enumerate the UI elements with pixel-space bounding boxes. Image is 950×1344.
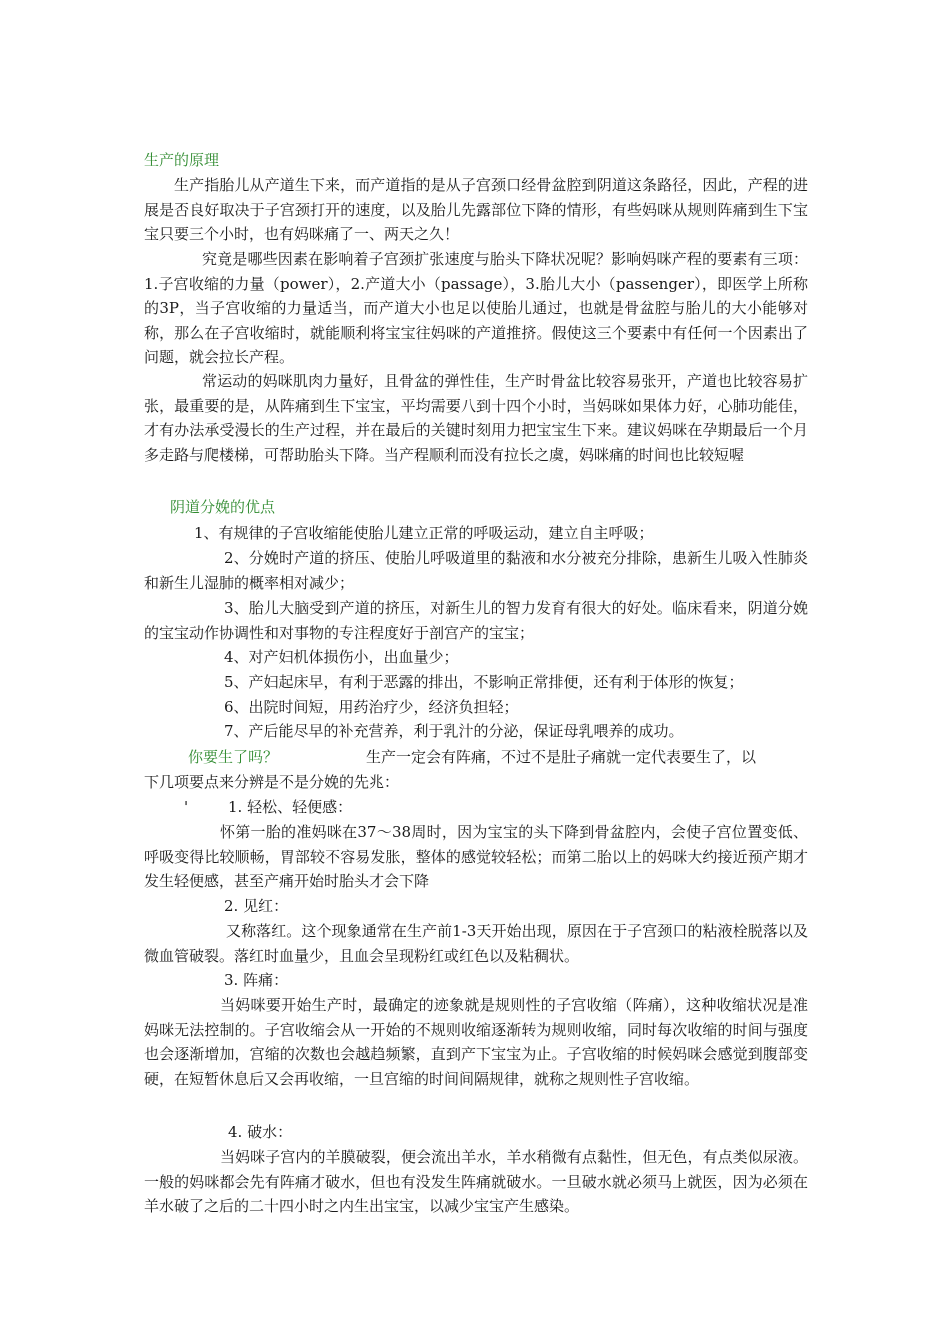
section-title-line xyxy=(144,745,808,770)
section-title-labor-signs: 你要生了吗？ xyxy=(188,748,279,766)
stray-mark: ' xyxy=(184,798,189,816)
section-title-principle: 生产的原理 xyxy=(144,151,220,169)
sign-paragraph-1: 怀第一胎的准妈咪在37～38周时，因为宝宝的头下降到骨盆腔内，会使子宫位置变低、呼吸变得比较顺畅，胃部较不容易发胀，整体的感觉较轻松；而第二胎以上的妈咪大约接近预产期才发生轻便感，甚至产痛开始时胎头才会下降 xyxy=(144,823,808,890)
sign-paragraph-2: 又称落红。这个现象通常在生产前1-3天开始出现，原因在于子宫颈口的粘液栓脱落以及微血管破裂。落红时血量少，且血会呈现粉红或红色以及粘稠状。 xyxy=(144,922,808,965)
advantage-item-6: 6、出院时间短，用药治疗少，经济负担轻； xyxy=(224,698,519,716)
advantage-item-1: 1、有规律的子宫收缩能使胎儿建立正常的呼吸运动，建立自主呼吸； xyxy=(194,524,654,542)
paragraph-principle-3: 常运动的妈咪肌肉力量好，且骨盆的弹性佳，生产时骨盆比较容易张开，产道也比较容易扩张，最重要的是，从阵痛到生下宝宝，平均需要八到十四个小时，当妈咪如果体力好，心肺功能佳，才有办法承受漫长的生产过程，并在最后的关键时刻用力把宝宝生下来。建议妈咪在孕期最后一个月多走路与爬楼梯，可帮助胎头下降。当产程顺利而没有拉长之虞，妈咪痛的时间也比较短喔 xyxy=(144,372,808,464)
paragraph-principle-1: 生产指胎儿从产道生下来，而产道指的是从子宫颈口经骨盆腔到阴道这条路径，因此，产程的进展是否良好取决于子宫颈打开的速度，以及胎儿先露部位下降的情形，有些妈咪从规则阵痛到生下宝宝只要三个小时，也有妈咪痛了一、两天之久！ xyxy=(144,176,808,243)
sign-heading-3: 3. 阵痛： xyxy=(224,971,289,989)
labor-signs-intro-b: 下几项要点来分辨是不是分娩的先兆： xyxy=(144,773,400,791)
advantage-item-4: 4、对产妇机体损伤小，出血量少； xyxy=(224,648,459,666)
sign-heading-1: 1. 轻松、轻便感： xyxy=(228,798,353,816)
sign-heading-1-line xyxy=(144,795,808,820)
sign-paragraph-3: 当妈咪要开始生产时，最确定的迹象就是规则性的子宫收缩（阵痛），这种收缩状况是准妈咪无法控制的。子宫收缩会从一开始的不规则收缩逐渐转为规则收缩，同时每次收缩的时间与强度也会逐渐增加，宫缩的次数也会越趋频繁，直到产下宝宝为止。子宫收缩的时候妈咪会感觉到腹部变硬，在短暂休息后又会再收缩，一旦宫缩的时间间隔规律，就称之规则性子宫收缩。 xyxy=(144,996,808,1088)
advantage-item-5: 5、产妇起床早，有利于恶露的排出，不影响正常排便，还有利于体形的恢复； xyxy=(224,673,744,691)
advantage-item-2: 2、分娩时产道的挤压、使胎儿呼吸道里的黏液和水分被充分排除，患新生儿吸入性肺炎和新生儿湿肺的概率相对减少； xyxy=(144,549,808,592)
sign-heading-4: 4. 破水： xyxy=(228,1123,293,1141)
advantage-item-3: 3、胎儿大脑受到产道的挤压，对新生儿的智力发育有很大的好处。临床看来，阴道分娩的宝宝动作协调性和对事物的专注程度好于剖宫产的宝宝； xyxy=(144,599,808,642)
sign-paragraph-4: 当妈咪子宫内的羊膜破裂，便会流出羊水，羊水稍微有点黏性，但无色，有点类似尿液。一般的妈咪都会先有阵痛才破水，但也有没发生阵痛就破水。一旦破水就必须马上就医，因为必须在羊水破了之后的二十四小时之内生出宝宝，以减少宝宝产生感染。 xyxy=(144,1148,808,1215)
advantage-item-7: 7、产后能尽早的补充营养，利于乳汁的分泌，保证母乳喂养的成功。 xyxy=(224,722,684,740)
sign-heading-2: 2. 见红： xyxy=(224,897,289,915)
labor-signs-intro-a: 生产一定会有阵痛，不过不是肚子痛就一定代表要生了，以 xyxy=(366,748,757,766)
section-title-advantages: 阴道分娩的优点 xyxy=(170,498,276,516)
paragraph-principle-2: 究竟是哪些因素在影响着子宫颈扩张速度与胎头下降状况呢？影响妈咪产程的要素有三项：1.子宫收缩的力量（power），2.产道大小（passage），3.胎儿大小（passenger），即医学上所称的3P，当子宫收缩的力量适当，而产道大小也足以使胎儿通过，也就是骨盆腔与胎儿的大小能够对称，那么在子宫收缩时，就能顺利将宝宝往妈咪的产道推挤。假使这三个要素中有任何一个因素出了问题，就会拉长产程。 xyxy=(144,250,808,366)
